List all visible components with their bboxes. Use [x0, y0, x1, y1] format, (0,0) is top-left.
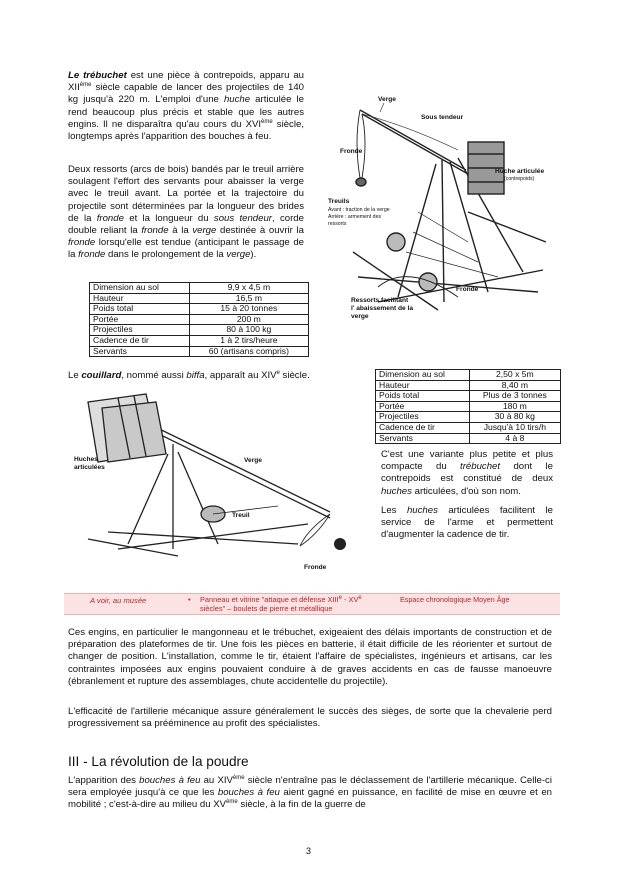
spec-key: Hauteur: [376, 380, 470, 391]
museum-label: A voir, au musée: [90, 596, 147, 605]
label-treuils: Treuils: [328, 198, 350, 205]
spec-row: [376, 391, 561, 402]
spec-row: [376, 370, 561, 381]
couillard-desc-1: C'est une variante plus petite et plus compacte du trébuchet dont le contrepoids est constitué de deux huches articulées, d'où son nom.: [381, 449, 553, 497]
spec-row: [376, 401, 561, 412]
spec-key: Poids total: [90, 304, 190, 315]
spec-key: Projectiles: [90, 325, 190, 336]
spec-key: Hauteur: [90, 293, 190, 304]
spec-row: [376, 433, 561, 444]
spec-value: 2,50 x 5m: [469, 370, 560, 381]
svg-text:Arrière : armement des: Arrière : armement des: [328, 214, 382, 220]
spec-row: [376, 422, 561, 433]
label-ressorts: Ressorts facilitant: [351, 297, 409, 304]
label-huche: Huche articulée: [495, 168, 545, 175]
label-verge: Verge: [378, 96, 396, 103]
spec-value: 4 à 8: [469, 433, 560, 444]
couillard-title: Le couillard, nommé aussi biffa, apparaît au XIVe siècle.: [68, 370, 310, 381]
spec-value: 80 à 100 kg: [189, 325, 308, 336]
spec-row: [376, 380, 561, 391]
spec-value: Jusqu'à 10 tirs/h: [469, 422, 560, 433]
svg-text:verge: verge: [351, 313, 369, 320]
spec-row: [90, 335, 309, 346]
spec-key: Servants: [90, 346, 190, 357]
museum-bullet: •: [188, 595, 191, 604]
spec-key: Portée: [90, 314, 190, 325]
svg-text:(contrepoids): (contrepoids): [504, 176, 535, 182]
spec-key: Projectiles: [376, 412, 470, 423]
svg-text:articulées: articulées: [74, 464, 105, 471]
spec-key: Servants: [376, 433, 470, 444]
spec-value: 180 m: [469, 401, 560, 412]
page-number: 3: [306, 846, 312, 856]
spec-key: Dimension au sol: [376, 370, 470, 381]
section-heading: III - La révolution de la poudre: [68, 754, 249, 769]
spec-key: Portée: [376, 401, 470, 412]
label-fronde-top: Fronde: [340, 148, 363, 155]
couillard-desc-2: Les huches articulées facilitent le service de l'arme et permettent d'augmenter la cadence de tir.: [381, 505, 553, 541]
body-paragraph-1: Ces engins, en particulier le mangonneau et le trébuchet, exigeaient des délais importants de construction et de préparation des plateformes de tir. Une fois les pièces en batterie, il était difficile de les réorienter et surtout de changer de position. L'installation, comme le tir, étaient l'affaire de spécialistes, ingénieurs et artisans, car les contraintes imposées aux engins pouvaient conduire à de graves accidents en cas de fausse manoeuvre (ébranlement et rupture des assemblages, chute accidentelle du projectile).: [68, 627, 552, 687]
couillard-illustration: [68, 384, 368, 574]
spec-row: [376, 412, 561, 423]
trebuchet-term: Le trébuchet: [68, 70, 127, 81]
trebuchet-intro: Le trébuchet est une pièce à contrepoids, apparu au XIIème siècle capable de lancer des projectiles de 140 kg jusqu'à 220 m. L'emploi d'une huche articulée le rend beaucoup plus précis et stable que les autres engins. Il ne disparaîtra qu'au cours du XVIème siècle, longtemps après l'apparition des bouches à feu.: [68, 70, 304, 143]
spec-value: 8,40 m: [469, 380, 560, 391]
trebuchet-spec-table: [89, 282, 309, 357]
body-paragraph-3: L'apparition des bouches à feu au XIVème siècle n'entraîne pas le déclassement de l'artillerie mécanique. Celle-ci sera employée jusqu'à ce que les bouches à feu aient gagné en puissance, en facilité de mise en œuvre et en mobilité ; c'est-à-dire au milieu du XVème siècle, à la fin de la guerre de: [68, 775, 552, 811]
museum-space: Espace chronologique Moyen Âge: [400, 595, 510, 604]
spec-row: [90, 293, 309, 304]
spec-value: 16,5 m: [189, 293, 308, 304]
museum-band: [64, 593, 560, 615]
museum-exhibit: Panneau et vitrine "attaque et défense XIIIe - XVe siècles" – boulets de pierre et métallique: [200, 595, 362, 614]
spec-value: 60 (artisans compris): [189, 346, 308, 357]
label-verge-couillard: Verge: [244, 457, 262, 464]
spec-key: Poids total: [376, 391, 470, 402]
spec-value: 30 à 80 kg: [469, 412, 560, 423]
spec-row: [90, 304, 309, 315]
trebuchet-mechanism-text: Deux ressorts (arcs de bois) bandés par le treuil arrière soulagent l'effort des servants pour abaisser la verge avec le treuil avant. La portée et la trajectoire du projectile sont déterminées par la longueur des brides de la fronde et la longueur du sous tendeur, corde double reliant la fronde à la verge destinée à ouvrir la fronde lorsqu'elle est tendue (anticipant le passage de la fronde dans le prolongement de la verge).: [68, 164, 304, 261]
trebuchet-illustration: [318, 92, 556, 326]
label-treuil: Treuil: [232, 512, 250, 519]
spec-value: Plus de 3 tonnes: [469, 391, 560, 402]
label-huches: Huches: [74, 456, 98, 463]
svg-text:l' abaissement de la: l' abaissement de la: [351, 305, 414, 312]
label-sous-tendeur: Sous tendeur: [421, 114, 464, 121]
body-paragraph-2: L'efficacité de l'artillerie mécanique assure généralement le succès des sièges, de sorte que la chevalerie perd progressivement sa prééminence au profit des spécialistes.: [68, 706, 552, 730]
spec-row: [90, 325, 309, 336]
spec-row: [90, 283, 309, 294]
spec-value: 1 à 2 tirs/heure: [189, 335, 308, 346]
svg-text:Avant : traction de la verge: Avant : traction de la verge: [328, 207, 390, 213]
spec-row: [90, 314, 309, 325]
spec-key: Cadence de tir: [90, 335, 190, 346]
spec-value: 15 à 20 tonnes: [189, 304, 308, 315]
spec-row: [90, 346, 309, 357]
spec-key: Cadence de tir: [376, 422, 470, 433]
spec-value: 9,9 x 4,5 m: [189, 283, 308, 294]
svg-text:ressorts: ressorts: [328, 221, 347, 227]
label-fronde-couillard: Fronde: [304, 564, 327, 571]
spec-key: Dimension au sol: [90, 283, 190, 294]
couillard-spec-table: [375, 369, 561, 444]
label-fronde-bottom: Fronde: [456, 286, 479, 293]
spec-value: 200 m: [189, 314, 308, 325]
